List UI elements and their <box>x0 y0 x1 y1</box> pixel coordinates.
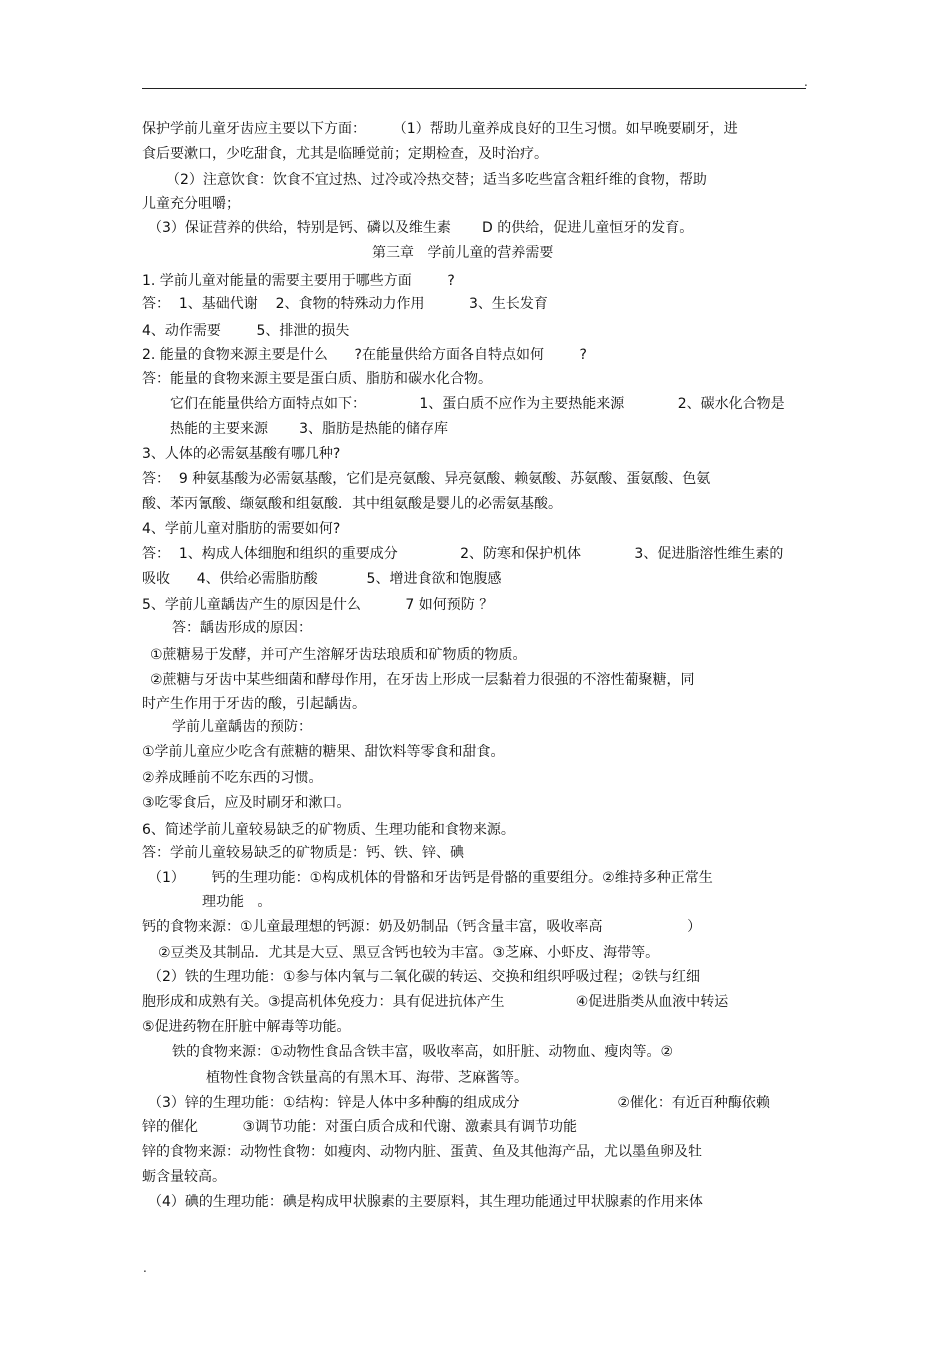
text-line: 酸、苯丙氰酸、缬氨酸和组氨酸．其中组氨酸是婴儿的必需氨基酸。 <box>142 496 562 512</box>
text-line: （4）碘的生理功能：碘是构成甲状腺素的主要原料，其生理功能通过甲状腺素的作用来体 <box>148 1194 703 1210</box>
footer-dot: . <box>143 1261 147 1275</box>
text-line: ②养成睡前不吃东西的习惯。 <box>142 770 323 786</box>
text-line: 答：龋齿形成的原因： <box>172 620 312 636</box>
text-line: 钙的食物来源：①儿童最理想的钙源：奶及奶制品（钙含量丰富，吸收率高 ） <box>142 919 702 935</box>
text-line: ②豆类及其制品．尤其是大豆、黑豆含钙也较为丰富。③芝麻、小虾皮、海带等。 <box>158 945 660 961</box>
question-line: 4、学前儿童对脂肪的需要如何? <box>142 521 341 537</box>
text-line: 答： 9 种氨基酸为必需氨基酸，它们是亮氨酸、异亮氨酸、赖氨酸、苏氨酸、蛋氨酸、色氨 <box>142 471 711 487</box>
text-line: 铁的食物来源：①动物性食品含铁丰富，吸收率高，如肝脏、动物血、瘦肉等。② <box>172 1044 674 1060</box>
text-line: 蛎含量较高。 <box>142 1169 226 1185</box>
header-dot: . <box>804 75 808 89</box>
text-line: 食后要漱口，少吃甜食，尤其是临睡觉前；定期检查，及时治疗。 <box>142 146 548 162</box>
question-line: 3、人体的必需氨基酸有哪几种? <box>142 446 341 462</box>
text-line: （3）锌的生理功能：①结构：锌是人体中多种酶的组成成分 ②催化：有近百种酶依赖 <box>148 1095 770 1111</box>
question-line: 1. 学前儿童对能量的需要主要用于哪些方面 ? <box>142 273 455 289</box>
header-rule <box>142 88 806 89</box>
text-line: ①学前儿童应少吃含有蔗糖的糖果、甜饮料等零食和甜食。 <box>142 744 505 760</box>
question-line: 2. 能量的食物来源主要是什么 ?在能量供给方面各自特点如何 ? <box>142 347 587 363</box>
question-line: 5、学前儿童龋齿产生的原因是什么 7 如何预防 ？ <box>142 597 494 613</box>
text-line: ③吃零食后，应及时刷牙和漱口。 <box>142 795 351 811</box>
text-line: 时产生作用于牙齿的酸，引起龋齿。 <box>142 696 366 712</box>
text-line: ②蔗糖与牙齿中某些细菌和酵母作用，在牙齿上形成一层黏着力很强的不溶性葡聚糖，同 <box>150 672 695 688</box>
text-line: 吸收 4、供给必需脂肪酸 5、增进食欲和饱腹感 <box>142 571 502 587</box>
text-line: 热能的主要来源 3、脂肪是热能的储存库 <box>170 421 449 437</box>
text-line: （1） 钙的生理功能：①构成机体的骨骼和牙齿钙是骨骼的重要组分。②维持多种正常生 <box>148 870 713 886</box>
text-line: 儿童充分咀嚼； <box>142 196 240 212</box>
text-line: （2）铁的生理功能：①参与体内氧与二氧化碳的转运、交换和组织呼吸过程；②铁与红细 <box>148 969 701 985</box>
text-line: 理功能 。 <box>202 894 272 910</box>
text-line: 答：能量的食物来源主要是蛋白质、脂肪和碳水化合物。 <box>142 371 492 387</box>
text-line: 4、动作需要 5、排泄的损失 <box>142 323 350 339</box>
text-line: 答： 1、构成人体细胞和组织的重要成分 2、防寒和保护机体 3、促进脂溶性维生素的 <box>142 546 784 562</box>
chapter-heading: 第三章 学前儿童的营养需要 <box>372 245 554 261</box>
text-line: 答： 1、基础代谢 2、食物的特殊动力作用 3、生长发育 <box>142 296 548 312</box>
text-line: 学前儿童龋齿的预防： <box>172 719 312 735</box>
text-line: 锌的催化 ③调节功能：对蛋白质合成和代谢、激素具有调节功能 <box>142 1119 578 1135</box>
text-line: 胞形成和成熟有关。③提高机体免疫力：具有促进抗体产生 ④促进脂类从血液中转运 <box>142 994 729 1010</box>
text-line: ⑤促进药物在肝脏中解毒等功能。 <box>142 1019 351 1035</box>
text-line: 锌的食物来源：动物性食物：如瘦肉、动物内脏、蛋黄、鱼及其他海产品，尤以墨鱼卵及牡 <box>142 1144 702 1160</box>
text-line: 答：学前儿童较易缺乏的矿物质是：钙、铁、锌、碘 <box>142 845 464 861</box>
text-line: （2）注意饮食：饮食不宜过热、过冷或冷热交替；适当多吃些富含粗纤维的食物，帮助 <box>166 172 707 188</box>
text-line: ①蔗糖易于发酵，并可产生溶解牙齿珐琅质和矿物质的物质。 <box>150 647 527 663</box>
text-line: 它们在能量供给方面特点如下： 1、蛋白质不应作为主要热能来源 2、碳水化合物是 <box>170 396 785 412</box>
question-line: 6、简述学前儿童较易缺乏的矿物质、生理功能和食物来源。 <box>142 822 515 838</box>
text-line: 植物性食物含铁量高的有黑木耳、海带、芝麻酱等。 <box>206 1070 528 1086</box>
text-line: （3）保证营养的供给，特别是钙、磷以及维生素 D 的供给，促进儿童恒牙的发育。 <box>148 220 694 236</box>
text-line: 保护学前儿童牙齿应主要以下方面： （1）帮助儿童养成良好的卫生习惯。如早晚要刷牙，进 <box>142 121 738 137</box>
